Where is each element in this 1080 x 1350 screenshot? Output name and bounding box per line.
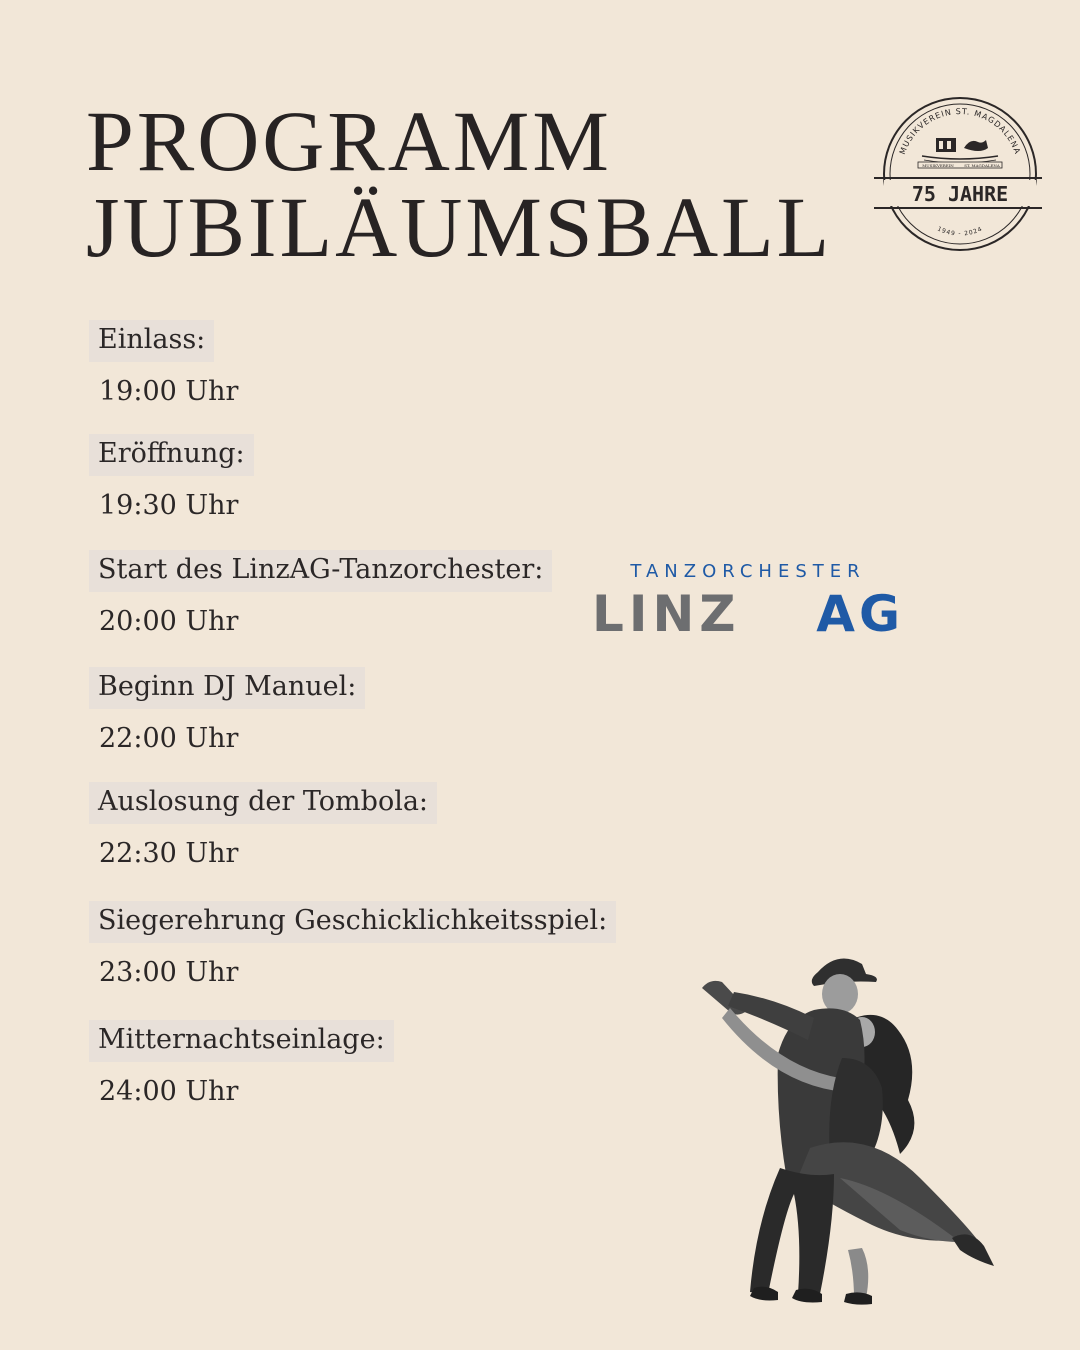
page-title bbox=[86, 93, 833, 275]
schedule-item bbox=[89, 434, 254, 522]
schedule-item bbox=[89, 320, 238, 408]
svg-text:1949 - 2024 bbox=[936, 225, 984, 237]
event-label: Einlass: bbox=[89, 320, 214, 362]
event-time: 23:00 Uhr bbox=[99, 957, 239, 988]
anniversary-badge-logo bbox=[872, 96, 1044, 252]
event-time: 24:00 Uhr bbox=[99, 1076, 239, 1107]
event-time: 20:00 Uhr bbox=[99, 606, 239, 637]
schedule-item bbox=[89, 1020, 394, 1108]
brass-band-emblem-icon bbox=[922, 138, 998, 163]
schedule-item bbox=[89, 901, 616, 989]
badge-arc-text: MUSIKVEREIN ST. MAGDALENA bbox=[897, 106, 1023, 156]
svg-text:MUSIKVEREIN ST. MAGDALENA bbox=[898, 107, 1022, 156]
event-label: Eröffnung: bbox=[89, 434, 254, 476]
dancing-couple-illustration bbox=[690, 948, 1010, 1318]
event-time: 22:30 Uhr bbox=[99, 838, 239, 869]
badge-years-label: 75 JAHRE bbox=[911, 182, 1009, 206]
event-time: 19:00 Uhr bbox=[99, 376, 239, 407]
event-time: 19:30 Uhr bbox=[99, 490, 239, 521]
schedule-item bbox=[89, 782, 437, 870]
schedule-item bbox=[89, 667, 365, 755]
badge-ribbon-right: ST. MAGDALENA bbox=[964, 163, 1000, 168]
event-label: Beginn DJ Manuel: bbox=[89, 667, 365, 709]
logo-brand-linz: LINZ bbox=[592, 585, 741, 639]
badge-years-range: 1949 - 2024 bbox=[936, 225, 984, 238]
event-label: Start des LinzAG-Tanzorchester: bbox=[89, 550, 552, 592]
badge-ribbon-left: MUSIKVEREIN bbox=[922, 163, 954, 168]
schedule-item bbox=[89, 550, 552, 638]
event-time: 22:00 Uhr bbox=[99, 723, 239, 754]
title-line-2: JUBILÄUMSBALL bbox=[86, 179, 833, 275]
event-label: Mitternachtseinlage: bbox=[89, 1020, 394, 1062]
title-line-1: PROGRAMM bbox=[86, 93, 612, 189]
event-label: Siegerehrung Geschicklichkeitsspiel: bbox=[89, 901, 616, 943]
tanzorchester-linz-ag-logo bbox=[590, 557, 906, 639]
event-label: Auslosung der Tombola: bbox=[89, 782, 437, 824]
logo-brand-ag: AG bbox=[816, 585, 904, 639]
logo-top-line: TANZORCHESTER bbox=[630, 561, 866, 582]
